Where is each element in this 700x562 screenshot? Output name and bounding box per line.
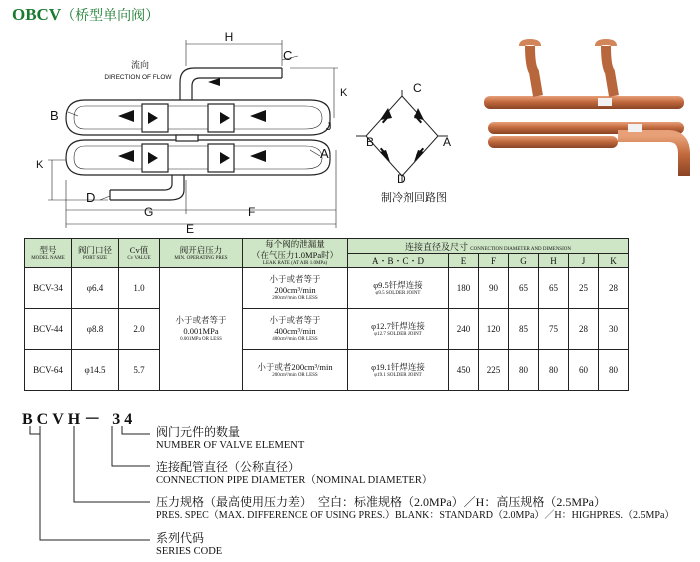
header-conn: 连接直径及尺寸 CONNECTION DIAMETER AND DIMENSION [348, 239, 629, 254]
dim-b-label: B [50, 108, 59, 123]
cell-g: 85 [509, 309, 539, 350]
dim-a-label: A [320, 146, 329, 161]
dim-f-label: F [248, 205, 256, 219]
circuit-caption: 制冷剂回路图 [381, 191, 447, 204]
header-e: E [449, 254, 479, 268]
cell-conn: φ19.1钎焊连接 φ19.1 SOLDER JOINT [348, 350, 449, 391]
header-model: 型号 MODEL NAME [25, 239, 72, 268]
dim-k-label: K [340, 87, 348, 99]
cell-k: 30 [599, 309, 629, 350]
flow-label-cn: 流向 [130, 60, 150, 70]
cell-model: BCV-34 [25, 268, 72, 309]
model-code: BCVH－ 34 [22, 411, 137, 428]
explanation-series-code: 系列代码 SERIES CODE [156, 531, 223, 557]
cell-conn: φ9.5钎焊连接 φ9.5 SOLDER JOINT [348, 268, 449, 309]
cell-h: 65 [539, 268, 569, 309]
header-cv: Cv值 Cv VALUE [119, 239, 160, 268]
dim-e-label: E [186, 222, 195, 236]
cell-k: 80 [599, 350, 629, 391]
lower-tube [66, 140, 330, 175]
cell-cv: 5.7 [119, 350, 160, 391]
cell-port: φ6.4 [72, 268, 119, 309]
explanation-pressure-spec: 压力规格（最高使用压力差） 空白：标准规格（2.0MPa）／H：高压规格（2.5MPa） PRES. SPEC（MAX. DIFFERENCE OF USING PRES.）BLANK：STANDARD（2.0MPa）／H：HIGHPRES.（2.5MPa） [156, 495, 675, 521]
spec-table [24, 238, 629, 391]
cell-leak: 小于或者200cm³/min 200cm³/min OR LESS [243, 350, 348, 391]
cell-port: φ14.5 [72, 350, 119, 391]
header-h: H [539, 254, 569, 268]
cell-model: BCV-44 [25, 309, 72, 350]
explanation-valve-count: 阀门元件的数量 NUMBER OF VALVE ELEMENT [156, 425, 305, 451]
dim-d-label: D [86, 190, 96, 205]
explanation-pipe-diameter: 连接配管直径（公称直径） CONNECTION PIPE DIAMETER（NOMINAL DIAMETER） [156, 460, 433, 486]
title-name: （桥型单向阀） [61, 9, 160, 24]
product-photo [478, 36, 690, 186]
cell-g: 65 [509, 268, 539, 309]
cell-h: 80 [539, 350, 569, 391]
dim-k2-label: K [36, 159, 44, 171]
cell-e: 180 [449, 268, 479, 309]
cell-min-press: 小于或者等于 0.001MPa 0.001MPa OR LESS [160, 268, 243, 391]
table-row [25, 309, 629, 350]
cell-cv: 1.0 [119, 268, 160, 309]
dim-h-label: H [224, 30, 234, 44]
header-abcd: A・B・C・D [348, 254, 449, 268]
cell-conn: φ12.7钎焊连接 φ12.7 SOLDER JOINT [348, 309, 449, 350]
cell-e: 240 [449, 309, 479, 350]
circuit-a-label: A [443, 135, 452, 149]
dim-g-label: G [144, 205, 154, 219]
circuit-c-label: C [413, 81, 422, 95]
cell-leak: 小于或者等于 400cm³/min 400cm³/min OR LESS [243, 309, 348, 350]
cell-h: 75 [539, 309, 569, 350]
header-port: 阀门口径 PORT SIZE [72, 239, 119, 268]
cell-leak: 小于或者等于 200cm³/min 200cm³/min OR LESS [243, 268, 348, 309]
header-min-press: 阀开启压力 MIN. OPERATING PRES [160, 239, 243, 268]
cell-f: 120 [479, 309, 509, 350]
cell-k: 28 [599, 268, 629, 309]
header-leak: 每个阀的泄漏量 （在气压力1.0MPa时） LEAK RATE (AT AIR 1.0MPa) [243, 239, 348, 268]
cell-e: 450 [449, 350, 479, 391]
header-g: G [509, 254, 539, 268]
cell-j: 60 [569, 350, 599, 391]
header-j: J [569, 254, 599, 268]
upper-tube [66, 100, 330, 135]
cell-j: 25 [569, 268, 599, 309]
table-row [25, 350, 629, 391]
title-code: OBCV [12, 5, 62, 24]
header-f: F [479, 254, 509, 268]
cell-cv: 2.0 [119, 309, 160, 350]
table-row [25, 268, 629, 309]
cell-f: 225 [479, 350, 509, 391]
cell-j: 28 [569, 309, 599, 350]
cell-port: φ8.8 [72, 309, 119, 350]
dim-j-label: J [326, 121, 332, 133]
circuit-b-label: B [366, 135, 375, 149]
header-k: K [599, 254, 629, 268]
dim-c-label: C [283, 48, 293, 63]
flow-label-en: DIRECTION OF FLOW [104, 74, 172, 81]
circuit-d-label: D [397, 172, 406, 186]
cell-f: 90 [479, 268, 509, 309]
cell-g: 80 [509, 350, 539, 391]
code-leader-lines [0, 420, 160, 550]
cell-model: BCV-64 [25, 350, 72, 391]
